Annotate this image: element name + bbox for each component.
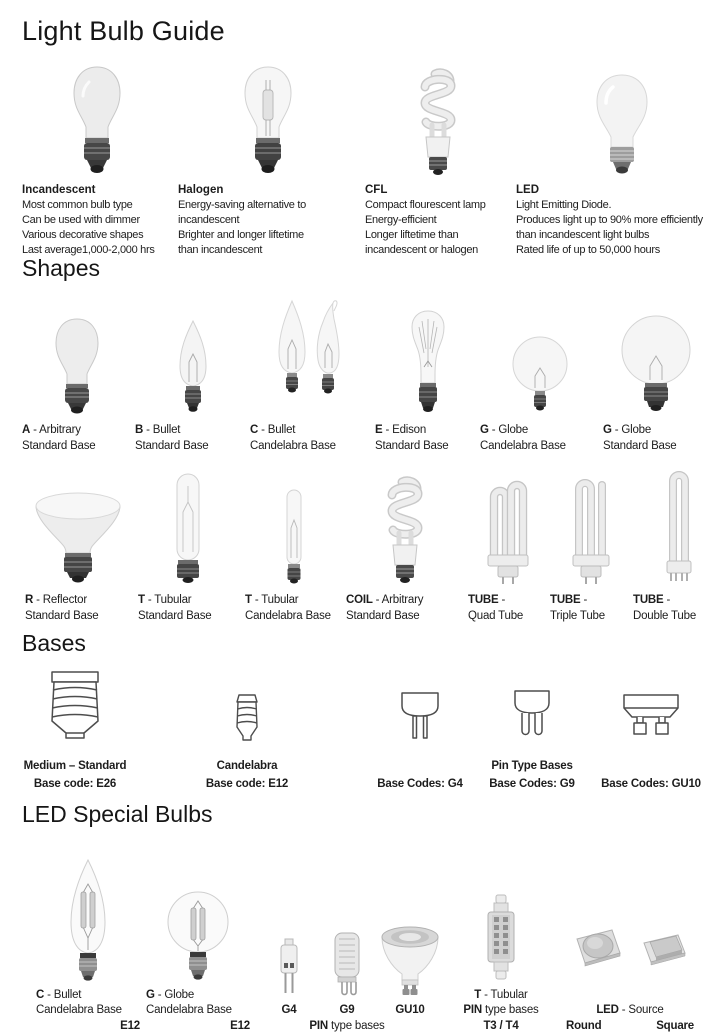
led-g9-text: G9 [340,1004,355,1016]
shape-a-arbitrary [22,289,132,454]
shape-base: Candelabra Base [480,440,566,452]
shape-label [138,592,238,624]
shape-name: - Arbitrary [33,424,81,436]
led-g-name: - Globe [158,989,194,1001]
shape-code: TUBE [550,594,581,606]
type-line: Various decorative shapes [22,228,172,243]
led-g-label [146,988,250,1034]
shape-base: Candelabra Base [250,440,336,452]
base-medium-standard [5,663,145,793]
shape-base: Triple Tube [550,610,605,622]
type-line: than incandescent [178,243,358,258]
shape-tube-double-image-area [633,465,725,585]
led-gu10-spacer [372,1019,448,1034]
shape-name: - Tubular [148,594,192,606]
led-r7s-illustration [481,894,521,984]
led-gu10-text: GU10 [395,1004,424,1016]
candelabra-base-outline [227,693,267,751]
shape-base: Standard Base [138,610,211,622]
halogen-image-area [178,51,358,177]
shape-code: C [250,424,258,436]
led-gu10-item [372,855,448,1034]
type-incandescent [22,51,172,258]
shape-name: - Reflector [36,594,87,606]
type-led [516,51,728,258]
led-c-name: - Bullet [47,989,81,1001]
shape-e-edison [375,289,480,454]
shape-base: Standard Base [22,440,95,452]
shape-code: TUBE [633,594,664,606]
incandescent-bulb-illustration [65,64,129,177]
type-line: incandescent [178,213,358,228]
led-t-sub: T3 / T4 [448,1019,554,1034]
base-code: Base Codes: G9 [462,775,602,793]
led-round-label: Round [566,1019,601,1034]
base-candelabra [177,663,317,793]
type-line: Last average1,000-2,000 hrs [22,243,172,258]
shape-code: B [135,424,143,436]
shape-t-tubular-candelabra [245,465,343,624]
shape-name: - Tubular [255,594,299,606]
shape-base: Double Tube [633,610,696,622]
base-code: Base Codes: G4 [350,775,490,793]
shape-code: E [375,424,382,436]
led-gu10-label [372,1003,448,1019]
shape-label [550,592,632,624]
shape-name: - Globe [492,424,528,436]
shape-b-illustration [174,318,212,415]
shape-code: G [603,424,612,436]
shape-base: Standard Base [603,440,676,452]
shapes-section-title: Shapes [0,249,728,288]
shape-label [633,592,725,624]
shape-label [480,422,600,454]
led-special-section-title: LED Special Bulbs [0,795,728,834]
shape-c-illustration [274,299,346,415]
led-square-label: Square [656,1019,694,1034]
tube-quad-illustration [486,475,530,585]
led-gu10-image-area [372,855,448,999]
led-source-label [556,1003,704,1019]
shape-g-large-image-area [603,289,708,415]
shape-tube-triple [550,465,632,624]
base-code: Base code: E26 [5,775,145,793]
led-source-item [556,855,704,1034]
shape-t-illustration [172,472,204,585]
shape-tube-quad [468,465,548,624]
led-g-base: Candelabra Base [146,1003,250,1019]
shape-a-image-area [22,289,132,415]
led-g-image-area [146,840,250,984]
type-line: incandescent or halogen [365,243,510,258]
type-line: Light Emitting Diode. [516,198,728,213]
shape-name: - [502,594,506,606]
led-round-chip-illustration [572,925,624,971]
gu10-base-outline [620,693,682,741]
base-candelabra-image-area [177,663,317,751]
led-t-label [448,988,554,1004]
led-t-tubular-item [448,840,554,1034]
shape-base: Standard Base [375,440,448,452]
shape-code: A [22,424,30,436]
led-g-globe [146,840,250,1034]
bases-section-title: Bases [0,624,728,663]
type-name: CFL [365,183,510,198]
shape-c-bullet [250,289,370,454]
shape-t-image-area [138,465,238,585]
shape-r-illustration [32,489,124,585]
shape-label [250,422,370,454]
cfl-bulb-illustration [412,65,464,177]
type-name: Halogen [178,183,358,198]
type-line: Can be used with dimmer [22,213,172,228]
shapes-row-2 [0,464,728,624]
shape-label [346,592,464,624]
cfl-image-area [365,51,510,177]
shape-tube-double [633,465,725,624]
shape-label [25,592,131,624]
led-gu10-illustration [379,923,441,999]
shape-name: - Edison [385,424,426,436]
led-source-image-area [556,855,704,999]
led-bulb-illustration [587,71,657,177]
type-cfl [365,51,510,258]
shape-b-bullet [135,289,250,454]
shape-label [22,422,132,454]
led-source-variants [556,1019,704,1034]
pin-bold: PIN [309,1020,328,1032]
shape-base: Standard Base [25,610,98,622]
shape-code: T [138,594,145,606]
led-g-sub: E12 [146,1019,250,1034]
shape-r-reflector [25,465,131,624]
shape-label [468,592,548,624]
shape-coil-image-area [346,465,464,585]
shape-label [375,422,480,454]
base-medium-image-area [5,663,145,751]
shape-r-image-area [25,465,131,585]
led-t-pin-caption [448,1003,554,1019]
type-name: LED [516,183,728,198]
shape-t-thin-illustration [283,488,305,585]
shape-base: Standard Base [135,440,208,452]
shape-label [135,422,250,454]
shape-base: Quad Tube [468,610,523,622]
shape-t-tubular-standard [138,465,238,624]
shape-g-globe-standard [603,289,708,454]
shape-name: - Bullet [146,424,180,436]
led-c-base: Candelabra Base [36,1003,140,1019]
shape-base: Standard Base [346,610,419,622]
led-image-area [516,51,728,177]
type-line: Longer liftetime than [365,228,510,243]
led-g4-text: G4 [282,1004,297,1016]
tube-double-illustration [664,467,694,585]
base-code: Base code: E12 [177,775,317,793]
led-t-image-area [448,840,554,984]
shape-coil-arbitrary [346,465,464,624]
shape-coil-illustration [379,473,431,585]
shape-e-image-area [375,289,480,415]
halogen-bulb-illustration [237,64,299,177]
shape-b-image-area [135,289,250,415]
shape-t-thin-image-area [245,465,343,585]
led-c-sub: E12 [36,1019,140,1034]
g4-base-outline [397,691,443,741]
led-special-row [0,834,728,1034]
shape-base: Candelabra Base [245,610,331,622]
incandescent-image-area [22,51,172,177]
led-t-code: T [474,989,481,1001]
led-g-code: G [146,989,155,1001]
type-line: Compact flourescent lamp [365,198,510,213]
led-source-code: LED [596,1004,618,1016]
shape-name: - Arbitrary [376,594,424,606]
led-g9-illustration [330,931,364,999]
medium-base-outline [39,669,111,751]
page-title: Light Bulb Guide [0,0,728,51]
led-t-pin-rest: type bases [485,1004,539,1016]
led-g4-illustration [276,937,302,999]
shape-code: T [245,594,252,606]
type-halogen [178,51,358,258]
shape-name: - [584,594,588,606]
type-line: Energy-efficient [365,213,510,228]
shape-tube-triple-image-area [550,465,632,585]
type-line: Most common bulb type [22,198,172,213]
type-line: than incandescent light bulbs [516,228,728,243]
shape-code: COIL [346,594,373,606]
shape-a-illustration [48,316,106,415]
shape-e-illustration [405,309,451,415]
shape-g-globe-candelabra [480,289,600,454]
base-gu10 [580,663,722,793]
led-square-chip-illustration [640,929,688,971]
bases-row [0,663,728,795]
shape-code: TUBE [468,594,499,606]
shape-code: G [480,424,489,436]
tube-triple-illustration [571,471,611,585]
type-name: Incandescent [22,183,172,198]
bulb-types-row [0,51,728,249]
type-line: Energy-saving alternative to [178,198,358,213]
type-line: Rated life of up to 50,000 hours [516,243,728,258]
base-label: Medium – Standard [5,757,145,775]
base-label [580,757,722,775]
led-t-name: - Tubular [484,989,528,1001]
base-gu10-image-area [580,663,722,751]
led-source-name: - Source [622,1004,664,1016]
pin-rest: type bases [331,1020,385,1032]
led-c-code: C [36,989,44,1001]
shape-label [245,592,343,624]
led-chips [572,925,688,971]
shape-code: R [25,594,33,606]
type-line: Produces light up to 90% more efficiently [516,213,728,228]
base-code: Base Codes: GU10 [580,775,722,793]
shape-tube-quad-image-area [468,465,548,585]
led-c-bullet [36,840,140,1034]
type-line: Brighter and longer liftetime [178,228,358,243]
led-c-image-area [36,840,140,984]
shapes-row-1 [0,288,728,454]
shape-g-small-image-area [480,289,600,415]
led-c-label [36,988,140,1034]
shape-label [603,422,708,454]
shape-name: - [667,594,671,606]
g9-base-outline [509,689,555,741]
shape-g-large-illustration [618,314,694,415]
base-label: Pin Type Bases [462,757,602,775]
shape-g-small-illustration [512,334,568,415]
shape-c-image-area [250,289,370,415]
led-candle-illustration [60,858,116,984]
base-label: Candelabra [177,757,317,775]
shape-name: - Bullet [261,424,295,436]
led-t-pin-bold: PIN [463,1004,482,1016]
shape-name: - Globe [615,424,651,436]
led-globe-illustration [167,888,229,984]
